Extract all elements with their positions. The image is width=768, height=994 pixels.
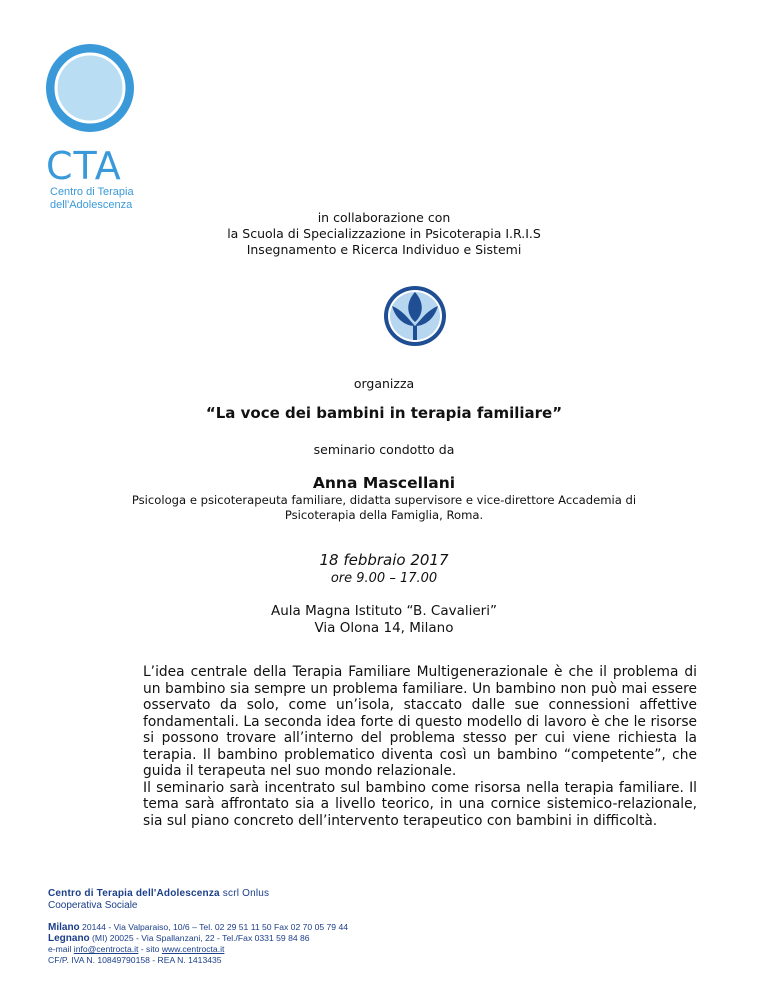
organizza-label: organizza <box>353 376 415 391</box>
speaker-role: Psicologa e psicoterapeuta familiare, didatta supervisore e vice-direttore Accademia di Psicoterapia della Famiglia, Roma. <box>131 493 637 522</box>
venue-line-2: Via Olona 14, Milano <box>314 620 454 636</box>
email-link[interactable]: info@centrocta.it <box>73 944 139 954</box>
seminar-title: “La voce dei bambini in terapia familiare” <box>205 404 563 422</box>
collab-line-3: Insegnamento e Ricerca Individuo e Sistemi <box>246 242 522 257</box>
footer-contacts: e-mail info@centrocta.it - sito www.centrocta.it <box>48 944 225 954</box>
iris-emblem-icon <box>382 284 448 348</box>
footer <box>48 888 508 966</box>
website-link[interactable]: www.centrocta.it <box>161 944 225 954</box>
cta-logo-letters: CTA <box>46 144 122 188</box>
seminar-description <box>143 664 697 829</box>
description-paragraph-1: L’idea centrale della Terapia Familiare Multigenerazionale è che il problema di un bambino sia sempre un problema familiare. Un bambino non può mai essere osservato da solo, come un’isola, staccato dalle sue connessioni affettive fondamentali. La seconda idea forte di questo modello di lavoro è che le risorse si possono trovare all’interno del problema stesso per cui viene richiesta la terapia. Il bambino problematico diventa così un bambino “competente”, che guida il terapeuta nel suo mondo relazionale. <box>143 664 697 779</box>
footer-cooperative: Cooperativa Sociale <box>48 900 138 911</box>
event-venue <box>0 603 768 637</box>
footer-fiscal: CF/P. IVA N. 10849790158 - REA N. 1413435 <box>48 955 222 965</box>
cta-logo-subtitle: Centro di Terapia dell'Adolescenza <box>50 186 134 211</box>
venue-line-1: Aula Magna Istituto “B. Cavalieri” <box>271 603 497 619</box>
description-paragraph-2: Il seminario sarà incentrato sul bambino come risorsa nella terapia familiare. Il tema sarà affrontato sia a livello teorico, in una cornice sistemico-relazionale, sia sul piano concreto dell’intervento terapeutico con bambini in difficoltà. <box>143 779 697 829</box>
event-time: ore 9.00 – 17.00 <box>330 571 438 586</box>
footer-organization: Centro di Terapia dell'Adolescenza scrl Onlus <box>48 888 270 899</box>
collab-line-2: la Scuola di Specializzazione in Psicoterapia I.R.I.S <box>227 226 541 241</box>
collab-line-1: in collaborazione con <box>317 210 451 225</box>
event-date: 18 febbraio 2017 <box>319 551 449 569</box>
collaboration-block <box>0 210 768 258</box>
footer-legnano: Legnano (MI) 20025 - Via Spallanzani, 22 - Tel./Fax 0331 59 84 86 <box>48 933 310 944</box>
speaker-name: Anna Mascellani <box>312 474 456 492</box>
footer-milano: Milano 20144 - Via Valparaiso, 10/6 – Tel. 02 29 51 11 50 Fax 02 70 05 79 44 <box>48 922 349 933</box>
cta-logo-circle-icon <box>44 38 144 146</box>
cta-logo <box>44 38 144 211</box>
conducted-by-label: seminario condotto da <box>313 442 455 457</box>
